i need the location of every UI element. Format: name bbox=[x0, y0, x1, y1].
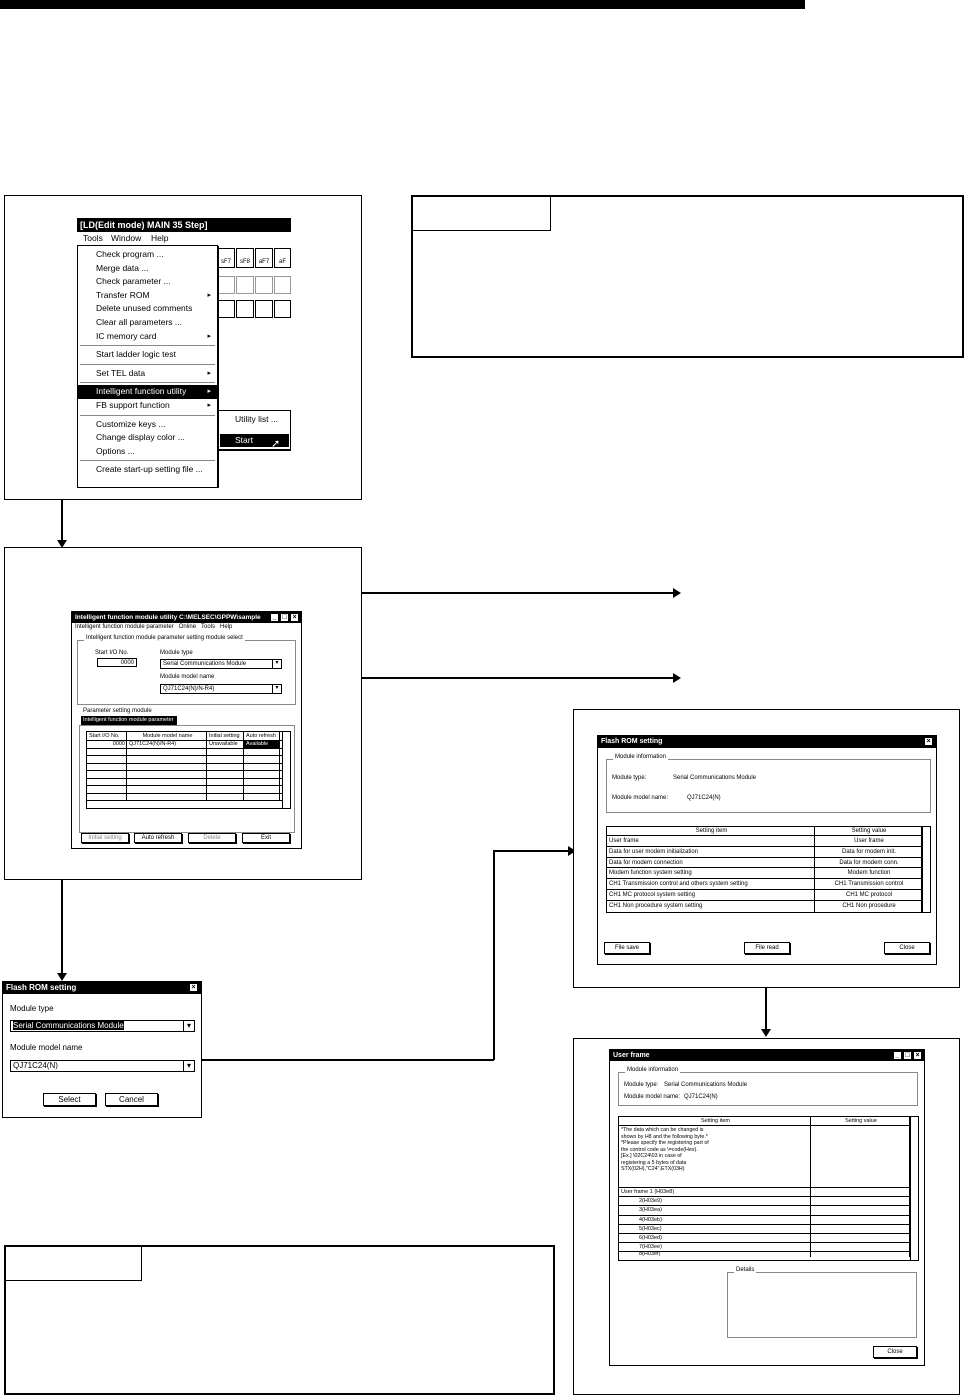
file-save-button[interactable]: File save bbox=[604, 942, 650, 954]
chevron-down-icon[interactable]: ▾ bbox=[272, 660, 281, 668]
toolbar-button[interactable] bbox=[236, 300, 254, 318]
table-row[interactable] bbox=[619, 1225, 918, 1234]
module-model-value: QJ71C24(N) bbox=[13, 1061, 58, 1070]
table-row[interactable] bbox=[607, 879, 930, 890]
menu-tools[interactable]: Tools bbox=[201, 624, 216, 630]
frame-value[interactable] bbox=[811, 1252, 910, 1257]
details-label: Details bbox=[736, 1267, 755, 1273]
cell-item: CH1 MC protocol system setting bbox=[607, 890, 815, 900]
key-label: aF7 bbox=[258, 259, 270, 265]
module-model-select[interactable] bbox=[160, 684, 282, 694]
menu-item-label: Intelligent function utility bbox=[96, 386, 187, 397]
cell-item: Data for modem connection bbox=[607, 858, 815, 868]
cell-item: CH1 Transmission control and others system setting bbox=[607, 879, 815, 889]
module-info-group bbox=[606, 754, 931, 813]
delete-button[interactable]: Delete bbox=[188, 833, 236, 843]
gx-developer-window bbox=[77, 218, 291, 488]
column-header: Initial setting bbox=[207, 732, 244, 740]
close-icon[interactable]: × bbox=[924, 737, 933, 746]
table-row[interactable] bbox=[607, 868, 930, 879]
frame-label: User frame 1 (H03e8) bbox=[619, 1188, 811, 1196]
menu-help[interactable]: Help bbox=[220, 624, 233, 630]
user-frame-table bbox=[618, 1116, 919, 1261]
cell-auto-refresh: Available bbox=[244, 741, 280, 748]
cell-value[interactable]: Modem function bbox=[815, 868, 922, 878]
menu-item-label: Clear all parameters ... bbox=[96, 316, 182, 327]
menu-separator bbox=[80, 364, 215, 365]
frame-value[interactable] bbox=[811, 1243, 910, 1251]
window-title bbox=[598, 736, 936, 748]
table-header bbox=[619, 1117, 918, 1126]
menubar bbox=[75, 624, 232, 633]
table-row[interactable] bbox=[87, 771, 290, 779]
column-header: Setting item bbox=[619, 1117, 811, 1125]
submenu-arrow-icon: ▸ bbox=[207, 388, 211, 396]
column-header: Auto refresh bbox=[244, 732, 280, 740]
menu-item-set-tel-data[interactable] bbox=[78, 367, 217, 381]
toolbar-button[interactable] bbox=[255, 248, 273, 268]
table-row[interactable] bbox=[87, 779, 290, 787]
menu-item-label: Transfer ROM bbox=[96, 289, 150, 300]
table-row[interactable] bbox=[619, 1243, 918, 1252]
toolbar-button[interactable] bbox=[274, 300, 291, 318]
module-model-value: QJ71C24(N) bbox=[684, 1094, 718, 1100]
table-row[interactable] bbox=[87, 749, 290, 757]
menu-item-label: Start ladder logic test bbox=[96, 349, 176, 360]
menu-item-check-program[interactable] bbox=[78, 248, 217, 262]
header-rule bbox=[0, 0, 805, 9]
module-model-label: Module model name bbox=[160, 674, 215, 680]
frame-value[interactable] bbox=[811, 1188, 910, 1196]
arrow-head-icon bbox=[761, 1029, 771, 1037]
chevron-down-icon[interactable]: ▾ bbox=[272, 685, 281, 693]
module-type-select[interactable] bbox=[10, 1020, 195, 1032]
frame-value[interactable] bbox=[811, 1206, 910, 1214]
arrow-line bbox=[61, 880, 63, 975]
table-row[interactable] bbox=[87, 786, 290, 794]
menu-tools[interactable]: Tools bbox=[83, 233, 103, 243]
module-info-group bbox=[618, 1067, 918, 1106]
column-header: Setting value bbox=[815, 827, 922, 835]
menu-item-label: Change display color ... bbox=[96, 432, 185, 443]
window-title-text: User frame bbox=[613, 1052, 650, 1059]
window-title bbox=[72, 612, 301, 623]
table-row[interactable] bbox=[619, 1197, 918, 1206]
frame-label: 7(H03ee) bbox=[619, 1243, 811, 1251]
flash-rom-select-dialog bbox=[2, 981, 202, 1118]
frame-label: 5(H03ec) bbox=[619, 1225, 811, 1233]
close-icon[interactable]: × bbox=[913, 1051, 922, 1060]
module-type-value: Serial Communications Module bbox=[664, 1082, 748, 1088]
menu-item-label: FB support function bbox=[96, 399, 170, 410]
module-model-label: Module model name: bbox=[612, 795, 669, 801]
menu-item-label: Merge data ... bbox=[96, 262, 149, 273]
cell-item: CH1 Non procedure system setting bbox=[607, 901, 815, 912]
module-model-value: QJ71C24(N) bbox=[687, 795, 721, 801]
window-title-text: Flash ROM setting bbox=[601, 738, 663, 745]
table-row[interactable] bbox=[607, 836, 930, 847]
user-frame-window bbox=[609, 1049, 925, 1366]
description-row bbox=[619, 1126, 918, 1188]
frame-label: 8(H03ef) bbox=[619, 1252, 811, 1257]
table-row[interactable] bbox=[619, 1234, 918, 1243]
cell-model: QJ71C24(N)/N-R4) bbox=[127, 741, 207, 748]
cell-value[interactable]: User frame bbox=[815, 836, 922, 846]
flash-rom-screenshot-frame bbox=[573, 709, 960, 988]
select-button[interactable]: Select bbox=[43, 1093, 96, 1106]
table-row[interactable] bbox=[607, 890, 930, 901]
menu-item-label: Customize keys ... bbox=[96, 418, 166, 429]
window-title: [LD(Edit mode) MAIN 35 Step] bbox=[77, 218, 291, 232]
group-label: Intelligent function module parameter setting module select bbox=[86, 635, 243, 641]
cell-start-io: 0000 bbox=[87, 741, 127, 748]
initial-setting-button[interactable]: Initial setting bbox=[81, 833, 129, 843]
key-label: aF bbox=[278, 259, 286, 265]
cell-value[interactable]: CH1 MC protocol bbox=[815, 890, 922, 900]
start-io-label: Start I/O No. bbox=[95, 650, 129, 656]
description-line: *The data which can be changed is bbox=[621, 1127, 704, 1133]
description-line: the control code as \=code(Hex). bbox=[621, 1146, 698, 1153]
module-type-label: Module type bbox=[160, 650, 193, 656]
maximize-icon[interactable]: □ bbox=[280, 613, 289, 622]
table-row[interactable] bbox=[619, 1252, 918, 1257]
window-title bbox=[610, 1050, 924, 1061]
note-tab bbox=[413, 197, 551, 231]
module-type-value: Serial Communications Module bbox=[163, 661, 247, 667]
toolbar-button[interactable] bbox=[217, 300, 235, 318]
menu-item-create-startup-setting-file[interactable] bbox=[78, 463, 217, 477]
menu-separator bbox=[80, 415, 215, 416]
table-row[interactable] bbox=[619, 1188, 918, 1197]
submenu-arrow-icon: ▸ bbox=[207, 369, 211, 377]
module-model-label: Module model name: bbox=[624, 1094, 681, 1100]
close-button[interactable]: Close bbox=[873, 1346, 917, 1358]
group-label: Module information bbox=[627, 1067, 679, 1073]
intelligent-function-utility-window bbox=[71, 611, 302, 849]
table-row[interactable] bbox=[87, 794, 290, 802]
user-frame-screenshot-frame bbox=[573, 1038, 960, 1395]
key-label: sF8 bbox=[239, 259, 250, 265]
menu-parameter[interactable]: Intelligent function module parameter bbox=[75, 624, 174, 630]
module-type-value: Serial Communications Module bbox=[13, 1021, 124, 1030]
start-io-input[interactable] bbox=[97, 658, 137, 667]
toolbar-button[interactable] bbox=[236, 276, 254, 294]
arrow-line bbox=[61, 500, 63, 542]
frame-label: 3(H03ea) bbox=[619, 1206, 811, 1214]
mouse-cursor-icon: ➚ bbox=[271, 438, 281, 450]
arrow-line bbox=[493, 850, 495, 1060]
key-label: sF7 bbox=[220, 259, 231, 265]
menubar bbox=[77, 232, 291, 245]
arrow-line bbox=[362, 677, 675, 679]
description-cell bbox=[619, 1126, 811, 1187]
setting-table bbox=[606, 826, 931, 913]
menu-item-label: Set TEL data bbox=[96, 367, 146, 378]
module-type-value: Serial Communications Module bbox=[673, 775, 757, 781]
frame-value[interactable] bbox=[811, 1216, 910, 1224]
menu-online[interactable]: Online bbox=[178, 624, 197, 630]
menu-item-label: Delete unused comments bbox=[96, 303, 193, 314]
cell-item: User frame bbox=[607, 836, 815, 846]
menu-item-label: Options ... bbox=[96, 445, 135, 456]
toolbar-row-3 bbox=[217, 300, 291, 318]
frame-value[interactable] bbox=[811, 1225, 910, 1233]
close-icon[interactable]: × bbox=[290, 613, 299, 622]
menu-item-customize-keys[interactable] bbox=[78, 418, 217, 432]
cell-item: Modem function system setting bbox=[607, 868, 815, 878]
table-row[interactable] bbox=[87, 756, 290, 764]
description-line: STX(02H),"C24",ETX(03H) bbox=[621, 1166, 685, 1172]
menu-item-transfer-rom[interactable] bbox=[78, 289, 217, 303]
submenu-item-utility-list[interactable]: Utility list ... bbox=[235, 414, 278, 424]
table-row[interactable] bbox=[87, 764, 290, 772]
cell-value[interactable]: Data for modem conn. bbox=[815, 858, 922, 868]
table-header bbox=[607, 827, 930, 836]
toolbar-button[interactable] bbox=[255, 300, 273, 318]
submenu-start-label: Start bbox=[235, 435, 253, 445]
toolbar-button[interactable] bbox=[236, 248, 254, 268]
description-line: [Ex.] \02C24\03 in case of bbox=[621, 1153, 682, 1159]
module-model-value: QJ71C24(N)/N-R4) bbox=[163, 686, 215, 692]
flash-rom-setting-window bbox=[597, 735, 937, 965]
scrollbar[interactable] bbox=[910, 1117, 918, 1260]
toolbar-button[interactable] bbox=[217, 276, 235, 294]
table-row[interactable] bbox=[87, 741, 290, 749]
description-line: registering a 5 bytes of data bbox=[621, 1159, 687, 1166]
table-row[interactable] bbox=[619, 1206, 918, 1215]
frame-value[interactable] bbox=[811, 1197, 910, 1205]
menu-separator bbox=[80, 345, 215, 346]
cell-initial: Unavailable bbox=[207, 741, 244, 748]
table-row[interactable] bbox=[607, 847, 930, 858]
close-button[interactable]: Close bbox=[884, 942, 930, 954]
submenu-arrow-icon: ▸ bbox=[207, 401, 211, 409]
description-line: shown by H8 and the following byte.* bbox=[621, 1133, 708, 1140]
menu-separator bbox=[80, 382, 215, 383]
menu-item-start-ladder-logic-test[interactable] bbox=[78, 348, 217, 362]
minimize-icon[interactable]: _ bbox=[893, 1051, 902, 1060]
module-table bbox=[86, 731, 291, 809]
menu-item-intelligent-function-utility[interactable] bbox=[78, 385, 217, 399]
arrow-line bbox=[493, 850, 570, 852]
toolbar-button[interactable] bbox=[274, 276, 291, 294]
frame-label: 2(H03e9) bbox=[619, 1197, 811, 1205]
close-icon[interactable]: × bbox=[189, 983, 198, 992]
module-type-select[interactable] bbox=[160, 659, 282, 669]
column-header: Module model name bbox=[127, 732, 207, 740]
chevron-down-icon[interactable]: ▾ bbox=[183, 1061, 194, 1071]
module-type-label: Module type bbox=[10, 1004, 54, 1013]
menu-item-change-display-color[interactable] bbox=[78, 431, 217, 445]
description-line: *Please specify the registering part of bbox=[621, 1140, 709, 1146]
cell-value[interactable]: CH1 Non procedure bbox=[815, 901, 922, 912]
arrow-head-icon bbox=[57, 973, 67, 981]
cell-value[interactable]: CH1 Transmission control bbox=[815, 879, 922, 889]
details-group bbox=[727, 1267, 917, 1338]
arrow-line bbox=[765, 988, 767, 1030]
submenu-arrow-icon: ▸ bbox=[207, 332, 211, 340]
toolbar-button[interactable] bbox=[274, 248, 291, 268]
toolbar-button[interactable] bbox=[255, 276, 273, 294]
intelligent-utility-submenu bbox=[218, 410, 291, 450]
table-row[interactable] bbox=[607, 858, 930, 869]
scrollbar[interactable] bbox=[282, 732, 290, 808]
frame-label: 4(H03eb) bbox=[619, 1216, 811, 1224]
minimize-icon[interactable]: _ bbox=[270, 613, 279, 622]
module-select-group bbox=[77, 635, 296, 705]
file-read-button[interactable]: File read bbox=[744, 942, 790, 954]
dialog-title-text: Flash ROM setting bbox=[6, 983, 77, 992]
menu-item-label: Create start-up setting file ... bbox=[96, 464, 203, 475]
toolbar-row-1 bbox=[217, 248, 291, 268]
toolbar-row-2 bbox=[217, 276, 291, 294]
tab-intelligent-parameter[interactable] bbox=[81, 716, 177, 725]
menu-item-options[interactable] bbox=[78, 445, 217, 459]
menu-item-check-parameter[interactable] bbox=[78, 275, 217, 289]
cell-item: Data for user modem initialization bbox=[607, 847, 815, 857]
table-row[interactable] bbox=[607, 901, 930, 912]
group-label: Module information bbox=[615, 754, 667, 760]
menu-item-label: IC memory card bbox=[96, 330, 157, 341]
start-io-value: 0000 bbox=[120, 660, 134, 666]
note-box-2 bbox=[4, 1245, 555, 1395]
menu-item-fb-support-function[interactable] bbox=[78, 399, 217, 413]
menu-item-ic-memory-card[interactable] bbox=[78, 330, 217, 344]
chevron-down-icon[interactable]: ▾ bbox=[183, 1021, 194, 1031]
tab-label: Intelligent function module parameter bbox=[83, 717, 174, 723]
menu-item-clear-all-parameters[interactable] bbox=[78, 316, 217, 330]
module-type-label: Module type: bbox=[624, 1082, 659, 1088]
frame-value[interactable] bbox=[811, 1234, 910, 1242]
submenu-arrow-icon: ▸ bbox=[207, 291, 211, 299]
param-setting-label: Parameter setting module bbox=[83, 708, 152, 714]
arrow-head-icon bbox=[673, 673, 681, 683]
module-model-label: Module model name bbox=[10, 1043, 83, 1052]
window-title-text: Intelligent function module utility C:\MELSEC\GPPW\sample bbox=[75, 614, 261, 621]
maximize-icon[interactable]: □ bbox=[903, 1051, 912, 1060]
toolbar-button[interactable] bbox=[217, 248, 235, 268]
menu-item-merge-data[interactable] bbox=[78, 262, 217, 276]
table-header bbox=[87, 732, 290, 741]
column-header: Setting value bbox=[811, 1117, 910, 1125]
scrollbar[interactable] bbox=[922, 827, 930, 912]
note-tab bbox=[6, 1247, 142, 1281]
column-header: Setting item bbox=[607, 827, 815, 835]
module-model-select[interactable] bbox=[10, 1060, 195, 1072]
exit-button[interactable]: Exit bbox=[242, 833, 290, 843]
menu-item-label: Check parameter ... bbox=[96, 276, 171, 287]
arrow-line bbox=[202, 1059, 494, 1061]
menu-screenshot-frame bbox=[4, 195, 362, 500]
column-header: Start I/O No. bbox=[87, 732, 127, 740]
menu-item-delete-unused-comments[interactable] bbox=[78, 302, 217, 316]
tools-menu bbox=[77, 245, 218, 488]
utility-screenshot-frame bbox=[4, 547, 362, 880]
menu-item-label: Check program ... bbox=[96, 249, 164, 259]
arrow-head-icon bbox=[673, 588, 681, 598]
tab-panel bbox=[79, 725, 295, 833]
table-row[interactable] bbox=[619, 1216, 918, 1225]
arrow-line bbox=[362, 592, 675, 594]
note-box-1 bbox=[411, 195, 964, 358]
description-value-cell bbox=[811, 1126, 910, 1187]
module-type-label: Module type: bbox=[612, 775, 647, 781]
cancel-button[interactable]: Cancel bbox=[105, 1093, 158, 1106]
menu-separator bbox=[80, 460, 215, 461]
auto-refresh-button[interactable]: Auto refresh bbox=[134, 833, 182, 843]
dialog-title bbox=[3, 982, 201, 994]
menu-window[interactable]: Window bbox=[111, 233, 142, 243]
cell-value[interactable]: Data for modem init. bbox=[815, 847, 922, 857]
menu-help[interactable]: Help bbox=[151, 233, 169, 243]
frame-label: 6(H03ed) bbox=[619, 1234, 811, 1242]
